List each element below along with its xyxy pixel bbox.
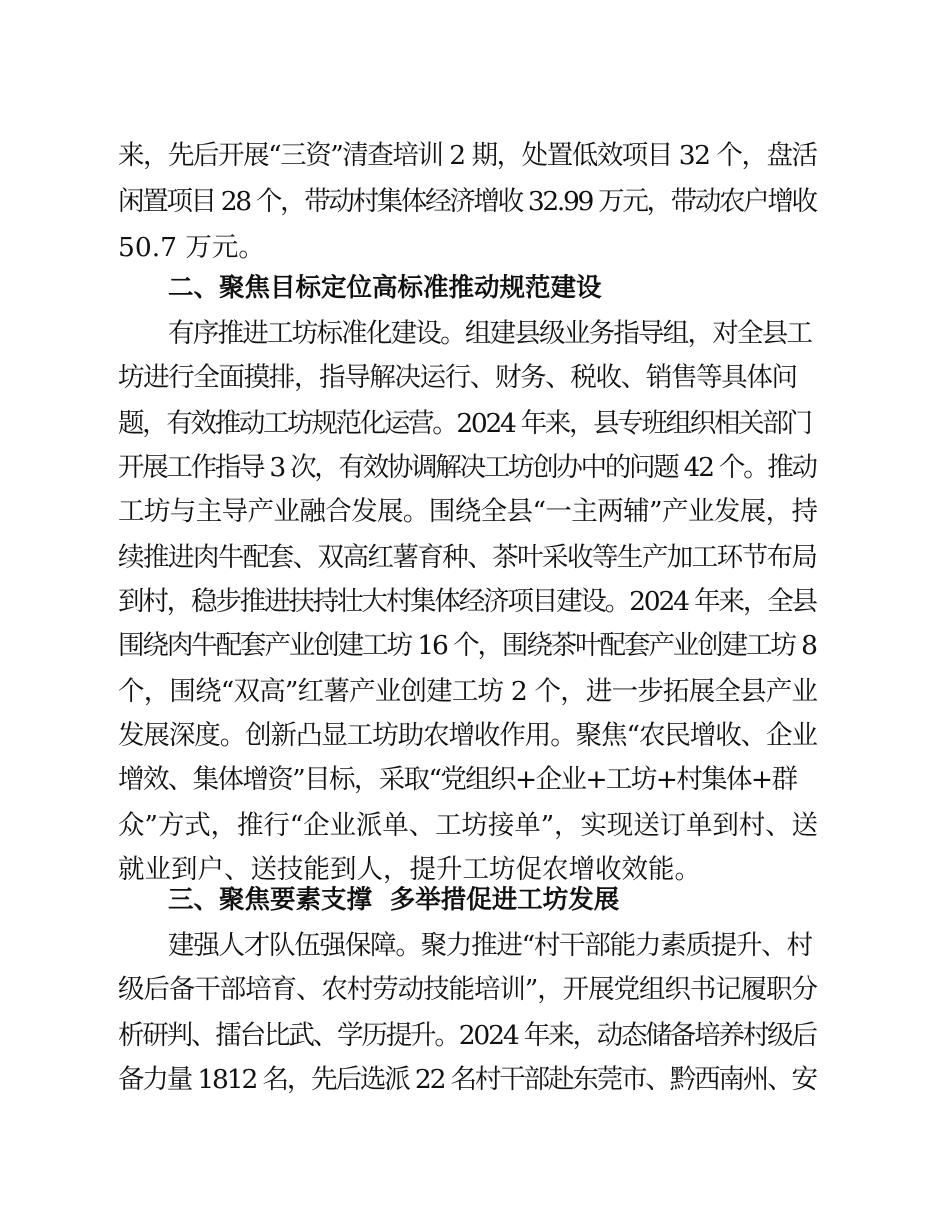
body-line: 发展深度。创新凸显工坊助农增收作用。聚焦“农民增收、企业 [118,720,817,751]
body-line: 50.7 万元。 [118,232,265,263]
body-line: 开展工作指导 3 次，有效协调解决工坊创办中的问题 42 个。推动 [118,452,816,483]
body-line: 坊进行全面摸排，指导解决运行、财务、税收、销售等具体问 [118,362,797,393]
body-line: 级后备干部培育、农村劳动技能培训”，开展党组织书记履职分 [118,974,817,1005]
body-line: 备力量 1812 名，先后选派 22 名村干部赴东莞市、黔西南州、安 [118,1064,816,1095]
section-heading: 二、聚焦目标定位高标准推动规范建设 [168,273,602,303]
body-line: 续推进肉牛配套、双高红薯育种、茶叶采收等生产加工环节布局 [118,542,817,573]
body-line: 闲置项目 28 个，带动村集体经济增收 32.99 万元，带动农户增收 [118,186,816,217]
body-line: 众”方式，推行“企业派单、工坊接单”，实现送订单到村、送 [118,810,818,841]
body-line: 工坊与主导产业融合发展。围绕全县“一主两辅”产业发展，持 [118,496,818,527]
body-line: 题，有效推动工坊规范化运营。2024 年来，县专班组织相关部门 [118,408,811,439]
body-line: 到村，稳步推进扶持壮大村集体经济项目建设。2024 年来，全县 [118,586,816,617]
section-heading: 三、聚焦要素支撑 多举措促进工坊发展 [168,885,620,915]
body-line: 增效、集体增资”目标，采取“党组织+企业+工坊+村集体+群 [118,764,797,795]
body-line: 围绕肉牛配套产业创建工坊 16 个，围绕茶叶配套产业创建工坊 8 [118,630,816,661]
body-line: 析研判、擂台比武、学历提升。2024 年来，动态储备培养村级后 [118,1020,816,1051]
body-line: 建强人才队伍强保障。聚力推进“村干部能力素质提升、村 [168,930,812,961]
body-line: 来，先后开展“三资”清查培训 2 期，处置低效项目 32 个，盘活 [118,140,817,171]
body-line: 就业到户、送技能到人，提升工坊促农增收效能。 [118,854,701,885]
body-line: 有序推进工坊标准化建设。组建县级业务指导组，对全县工 [168,318,812,349]
body-line: 个，围绕“双高”红薯产业创建工坊 2 个，进一步拓展全县产业 [118,676,818,707]
